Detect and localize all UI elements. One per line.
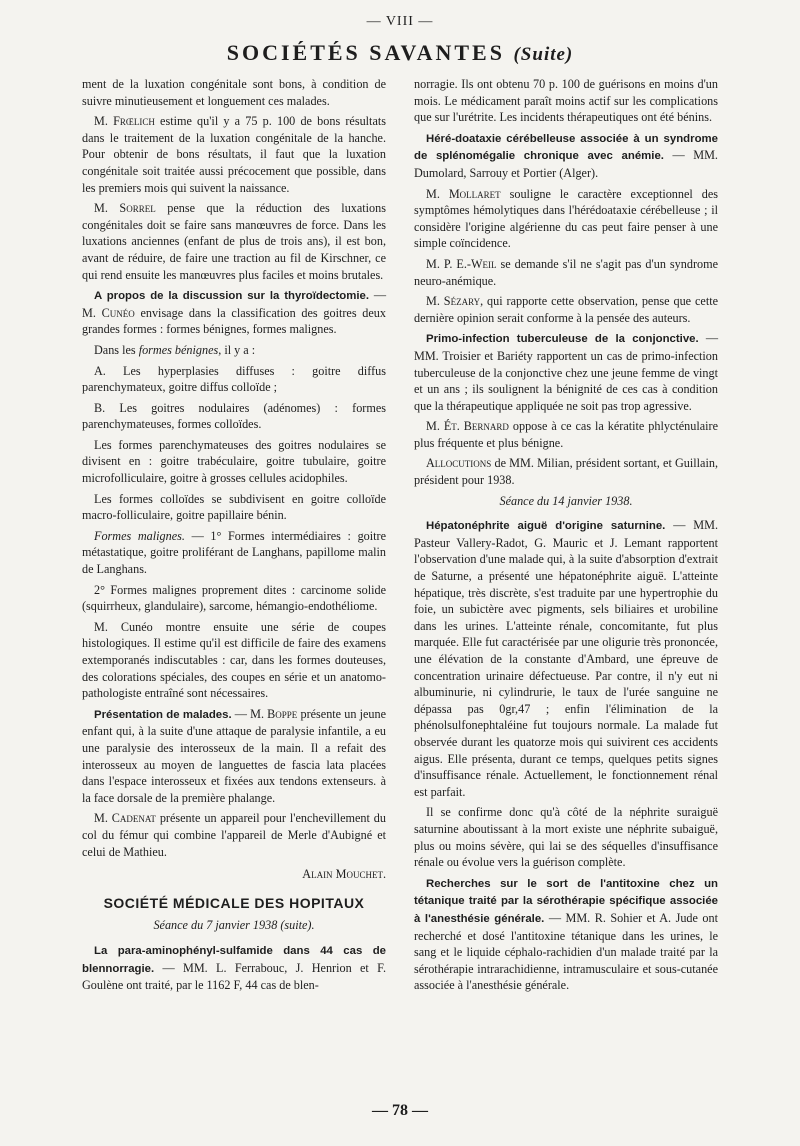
paragraph-text: envisage dans la classification des goitres deux grandes formes : formes bénignes, formes malignes. [82,305,386,337]
paragraph [414,330,718,414]
paragraph-text: — MM. Troisier et Bariéty rapportent un cas de primo-infection tuberculeuse de la conjonctive chez une jeune femme de vingt et un ans ; ils soulignent la bénignité de ces cas à condition que la thérapeutique appliquée ne soit pas trop agressive. [414,331,719,413]
right-column [414,76,718,998]
running-head-suite: (Suite) [513,44,574,65]
paragraph-text: — 1° Formes intermédiaires : goitre métastatique, goitre proliférant de Langhans, papillome malin de Langhans. [82,528,386,577]
paragraph [414,130,718,182]
paragraph: Les formes colloïdes se subdivisent en goitre colloïde macro-folliculaire, goitre papillaire bénin. [82,491,386,523]
heading: A propos de la discussion sur la thyroïdectomie. [94,290,370,303]
paragraph: A. Les hyperplasies diffuses : goitre diffus parenchymateux, goitre diffus colloïde ; [82,363,386,395]
paragraph [82,287,386,338]
paragraph: 2° Formes malignes proprement dites : carcinome solide (squirrheux, glandulaire), sarcome, hémangio-endothéliome. [82,582,386,614]
paragraph [414,256,718,289]
heading: Hépatonéphrite aiguë d'origine saturnine. [426,520,666,533]
paragraph-text: , qui rapporte cette observation, pense que cette dernière opinion serait conforme à la pensée des auteurs. [414,294,718,325]
speaker-name: M. Sorrel [94,201,156,216]
heading: Présentation de malades. [94,708,232,721]
paragraph [414,418,718,451]
paragraph [82,942,386,994]
speaker-name: — M. Cunéo [82,288,386,320]
speaker-name: Allocutions [426,456,492,471]
section-title: SOCIÉTÉ MÉDICALE DES HOPITAUX [103,894,365,911]
paragraph: Il se confirme donc qu'à côté de la néphrite suraiguë saturnine aboutissant à la mort existe une néphrite subaiguë, plus ou moins sévère, qui lai se des séquelles d'insuffisance rénale ou évolue vers la guérison complète. [414,805,718,870]
paragraph: norragie. Ils ont obtenu 70 p. 100 de guérisons en moins d'un mois. Le médicament paraît moins actif sur les complications que sur l'urétrite. Les incidents thérapeutiques ont été bénins. [414,77,718,125]
paragraph [82,528,386,578]
paragraph: Les formes parenchymateuses des goitres nodulaires se divisent en : goitre trabéculaire, goitre tubulaire, goitre microfolliculaire, goitre à grosses cellules acidophiles. [82,437,386,486]
speaker-name: M. Sézary [426,294,481,309]
paragraph-text: présente un jeune enfant qui, à la suite d'une attaque de paralysie infantile, a eu une paralysie des interosseux de la main. Il a refait des interosseux au moyen de languettes de fascia lata placées dans l'espace interosseux et fixées aux tendons extenseurs. à la face dorsale de la première phalange. [82,706,386,805]
paragraph-text: oppose à ce cas la kératite phlycténulaire plus fréquente et plus bénigne. [414,419,718,450]
paragraph-text: présente un appareil pour l'enchevillement du col du fémur qui combine l'appareil de Merle d'Aubigné et celui de Mathieu. [82,811,386,859]
paragraph: ment de la luxation congénitale sont bons, à condition de suivre minutieusement et longuement ces malades. [82,77,386,108]
page-number: — 78 — [372,1102,428,1119]
paragraph [82,200,386,283]
paragraph-text: — MM. Dumolard, Sarrouy et Portier (Alger). [414,148,718,180]
paragraph-text: pense que la réduction des luxations congénitales doit se faire sans manœuvres de force. Dans les luxations anciennes (enfant de plus de trois ans), il est bon, avant de réduire, de faire une traction au fil de Kirschner, ce qui rend ensuite les manœuvres plus faciles et moins brutales. [82,201,386,282]
heading: Recherches sur le sort de l'antitoxine chez un tétanique traité par la sérothérapie spécifique associée à l'anesthésie générale. [414,877,718,925]
italic-text: Formes malignes. [94,528,185,543]
paragraph-text: estime qu'il y a 75 p. 100 de bons résultats dans le traitement de la luxation congénitale de la hanche. Pour obtenir de bons résultats, il faut que la luxation congénitale soit traitée aussi précocement que possible, dans les premiers mois qui suivent la naissance. [82,114,386,195]
paragraph [82,342,386,359]
paragraph [414,875,718,994]
paragraph-text: — MM. Pasteur Vallery-Radot, G. Mauric et J. Lemant rapportent l'observation d'une malade qui, à la suite d'absorption d'extrait de Saturne, a présenté une hépatonéphrite aiguë. L'atteinte hépatique, très discrète, s'est traduite par une hypertrophie du foie, un subictère avec pigments, sels biliaires et urobiline dans les urines. L'atteinte rénale, concomitante, fut plus marquée. Elle fut caractérisée par une oligurie très prononcée, une élévation de la constante d'Ambard, une épreuve de concentration urinaire défectueuse. Par contre, il n'y eut ni albuminurie, ni cylindrurie, le taux de l'urée sanguine ne dépassa pas 0gr,47 ; enfin l'élimination de la phénolsulfonephtaléine fut toujours normale. La malade fut observée durant les quatorze mois qui suivirent ces accidents aigus. Elle présenta, durant ce temps, quelques petits signes d'insuffisance rénale. Actuellement, le fonctionnement rénal est parfait. [414,518,718,799]
speaker-name: M. Mollaret [426,186,501,201]
paragraph [82,810,386,860]
running-head [0,40,800,66]
paragraph-text: Dans les [94,342,139,357]
speaker-name: M. P. E.-Weil [426,256,497,271]
paragraph [82,706,386,807]
paragraph-text: se demande s'il ne s'agit pas d'un syndrome neuro-anémique. [414,256,718,288]
heading: Primo-infection tuberculeuse de la conjonctive. [426,333,699,346]
paragraph [414,293,718,326]
paragraph-text: , il y a : [218,342,256,357]
heading: Héré-doataxie cérébelleuse associée à un syndrome de splénomégalie chronique avec anémie. [414,132,718,163]
session-date: Séance du 7 janvier 1938 (suite). [153,918,315,933]
paragraph [82,113,386,196]
roman-page-number: — VIII — [366,14,434,29]
paragraph [414,186,718,252]
speaker-name: M. Cadenat [94,811,156,826]
paragraph [414,517,718,800]
paragraph-text: de MM. Milian, président sortant, et Guillain, président pour 1938. [414,456,718,488]
paragraph [414,455,718,488]
paragraph-text: — MM. L. Ferrabouc, J. Henrion et F. Goulène ont traité, par le 1162 F, 44 cas de blen- [82,960,386,993]
session-date: Séance du 14 janvier 1938. [499,493,633,508]
paragraph-text: — MM. R. Sohier et A. Jude ont recherché et dosé l'antitoxine tétanique dans les urines, le sang et le liquide céphalo-rachidien d'un malade traité par la sérothérapie intrarachidienne, intramusculaire et sous-cutanée associée à l'anesthésie générale. [414,910,718,993]
speaker-name: — M. Boppe [231,706,298,721]
paragraph: M. Cunéo montre ensuite une série de coupes histologiques. Il estime qu'il est difficile de faire des examens extemporanés indiscutables : car, dans les formes douteuses, des colorations spéciales, des coupes en série et un anatomo-pathologiste entraîné sont nécessaires. [82,619,386,701]
paragraph-text: souligne le caractère exceptionnel des symptômes hémolytiques dans l'hérédoataxie cérébelleuse ; il considère l'origine algérienne du cas peut faire penser à une simple coïncidence. [414,186,718,251]
running-head-title: SOCIÉTÉS SAVANTES [226,40,505,65]
heading: La para-aminophényl-sulfamide dans 44 cas de blennorragie. [82,944,386,975]
italic-text: formes bénignes [138,342,219,357]
paragraph: B. Les goitres nodulaires (adénomes) : formes parenchymateuses, formes colloïdes. [82,400,386,432]
left-column [82,76,386,998]
speaker-name: M. Frœlich [94,114,155,129]
speaker-name: M. Ét. Bernard [426,419,509,434]
signature: Alain Mouchet. [302,867,386,882]
